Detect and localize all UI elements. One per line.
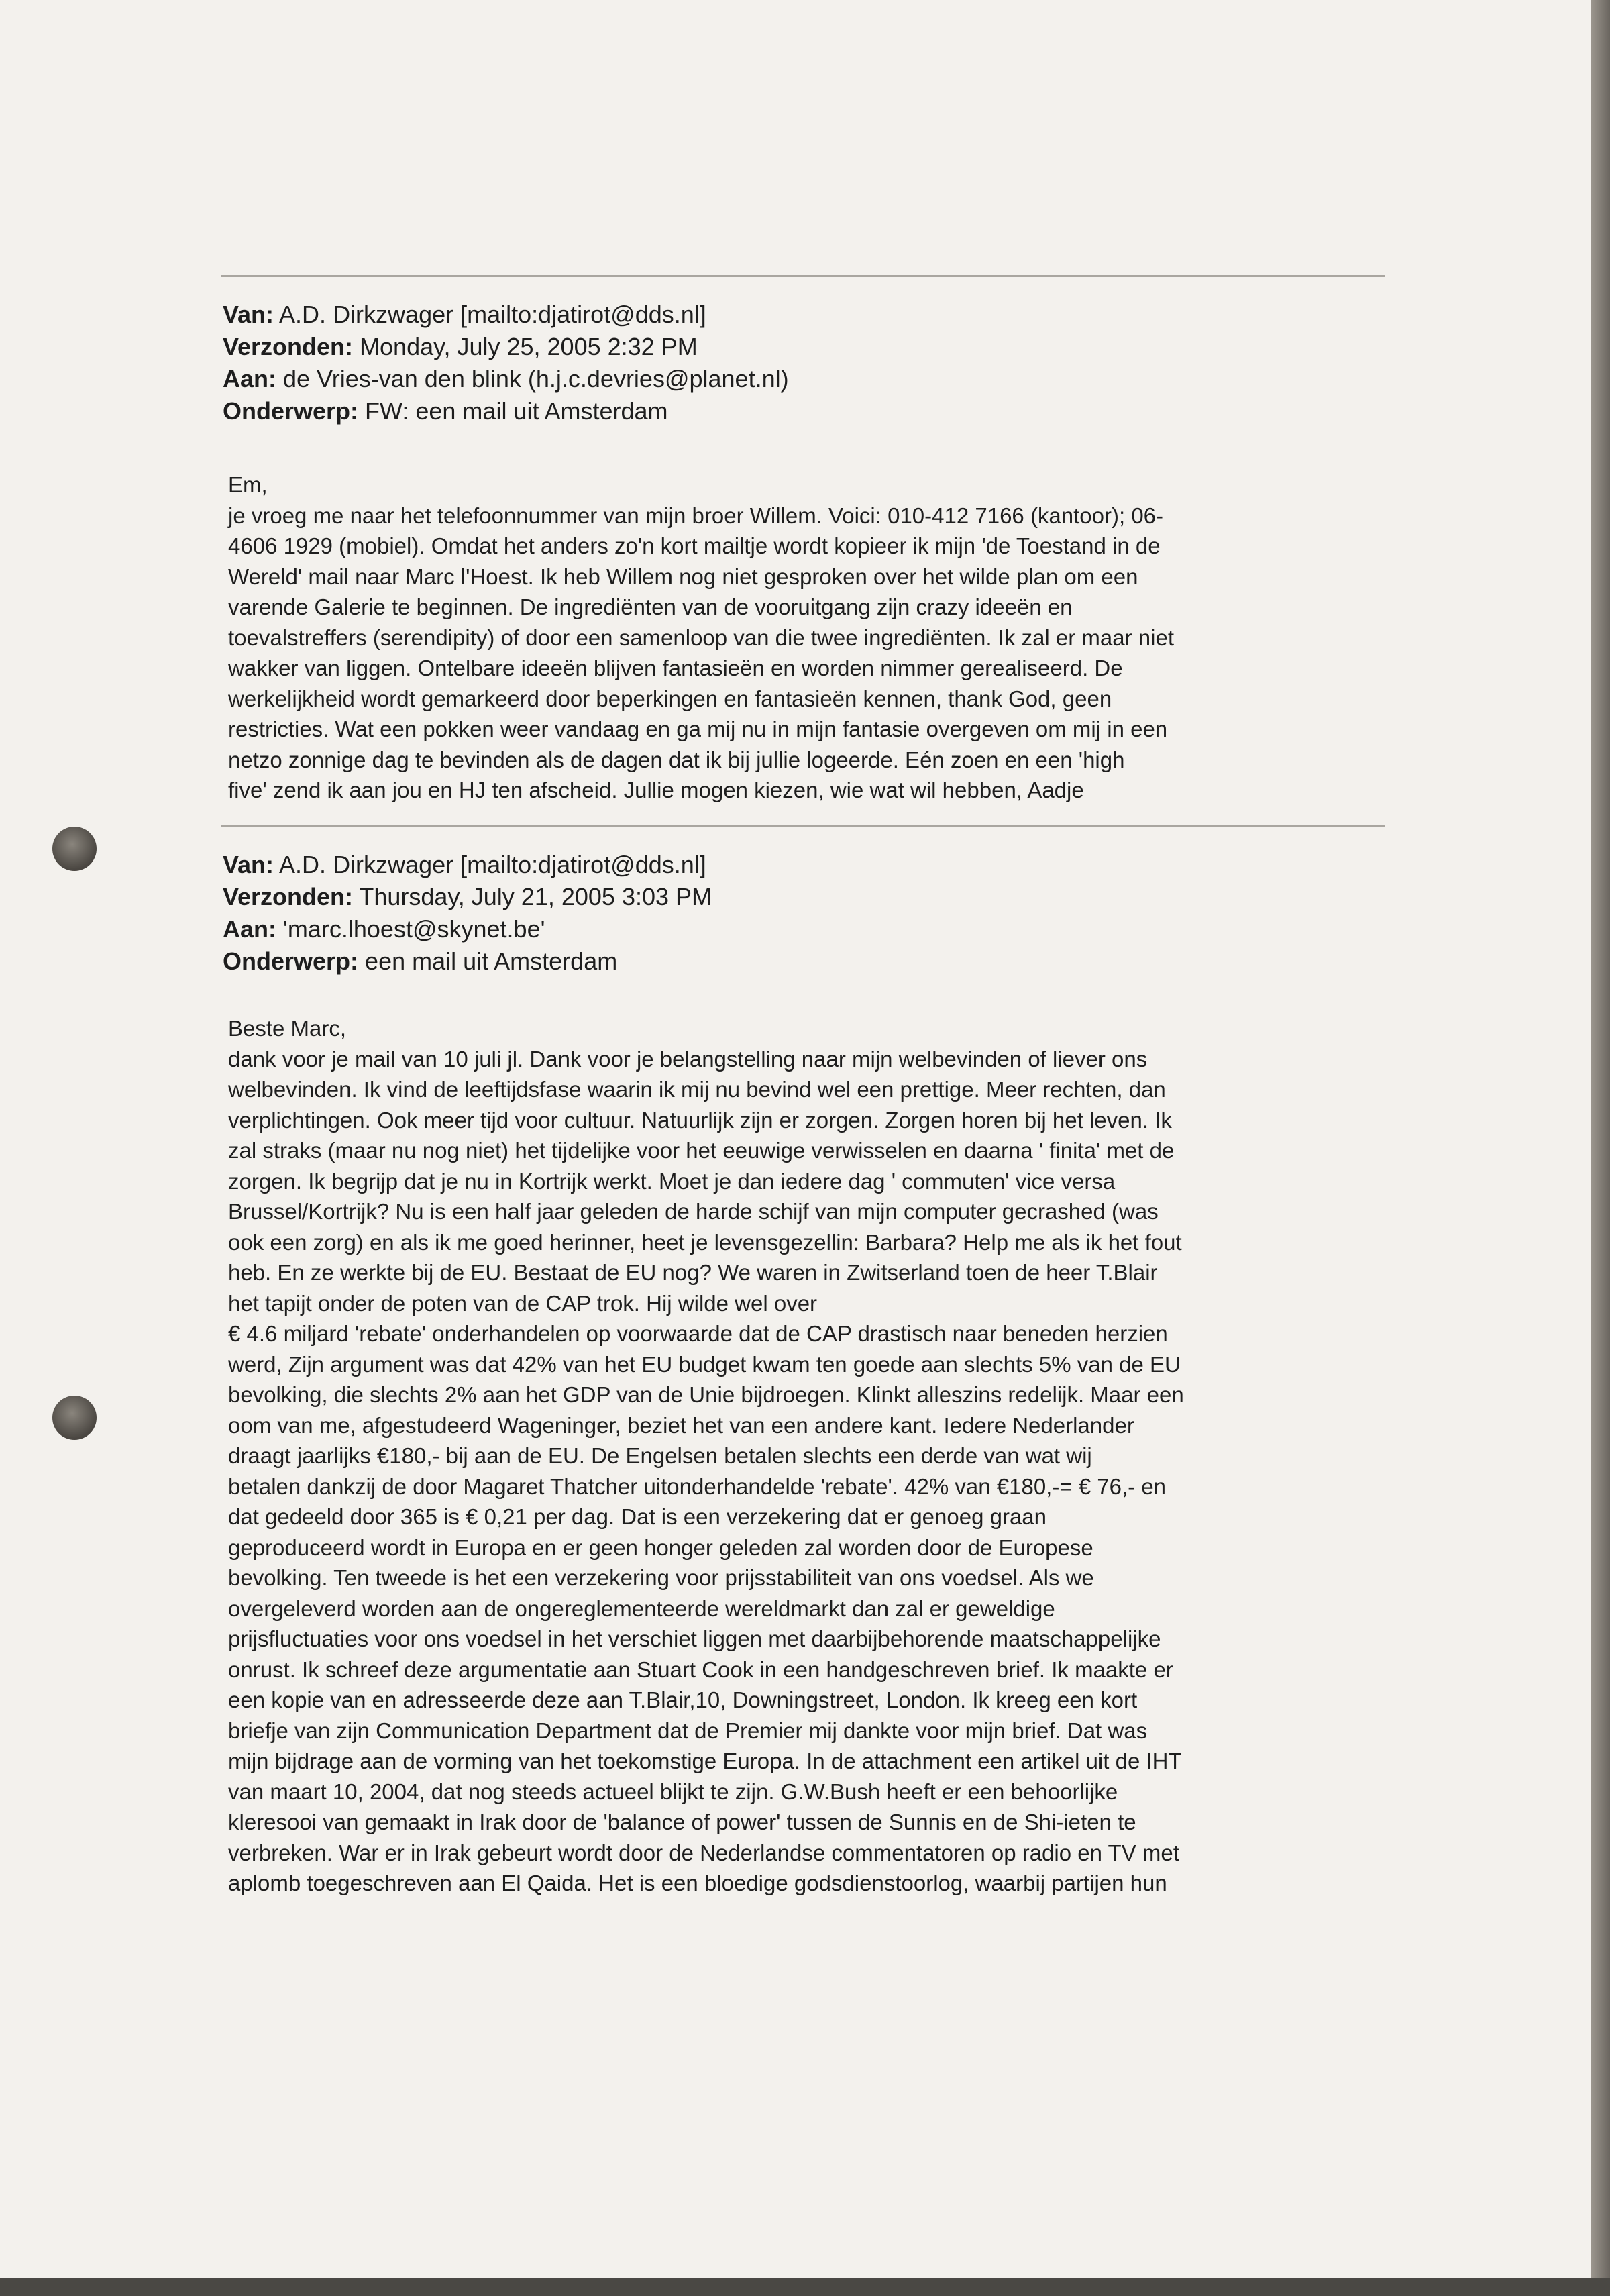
- body-line: betalen dankzij de door Magaret Thatcher uitonderhandelde 'rebate'. 42% van €180,-= € 76,- en: [228, 1473, 1167, 1499]
- sent-label: Verzonden:: [223, 333, 354, 360]
- sent-line: [223, 331, 1377, 363]
- body-line: mijn bijdrage aan de vorming van het toekomstige Europa. In de attachment een artikel uit de IHT: [228, 1749, 1182, 1773]
- body-line: Brussel/Kortrijk? Nu is een half jaar geleden de harde schijf van mijn computer gecrashed (was: [228, 1199, 1159, 1224]
- to-value: 'marc.lhoest@skynet.be': [283, 915, 545, 943]
- body-line: bevolking, die slechts 2% aan het GDP van de Unie bijdroegen. Klinkt alleszins redelijk. Maar een: [228, 1382, 1184, 1407]
- sent-line: [223, 881, 1377, 913]
- body-line: varende Galerie te beginnen. De ingrediënten van de vooruitgang zijn crazy ideeën en: [228, 594, 1073, 619]
- body-line: Wereld' mail naar Marc l'Hoest. Ik heb Willem nog niet gesproken over het wilde plan om een: [228, 564, 1138, 589]
- from-line: [223, 849, 1377, 881]
- table-surface: [0, 2278, 1610, 2296]
- email-body-2: [228, 1013, 1375, 1899]
- from-label: Van:: [223, 301, 274, 328]
- to-line: [223, 913, 1377, 945]
- body-line: overgeleverd worden aan de ongereglementeerde wereldmarkt dan zal er geweldige: [228, 1596, 1055, 1621]
- subject-value: een mail uit Amsterdam: [365, 947, 618, 975]
- body-line: bevolking. Ten tweede is het een verzekering voor prijsstabiliteit van ons voedsel. Als we: [228, 1565, 1094, 1590]
- to-label: Aan:: [223, 915, 276, 943]
- from-label: Van:: [223, 851, 274, 878]
- body-line: toevalstreffers (serendipity) of door een samenloop van die twee ingrediënten. Ik zal er maar niet: [228, 625, 1174, 650]
- subject-line: [223, 395, 1377, 427]
- from-value: A.D. Dirkzwager [mailto:djatirot@dds.nl]: [279, 851, 706, 878]
- body-line: aplomb toegeschreven aan El Qaida. Het is een bloedige godsdienstoorlog, waarbij partijen hun: [228, 1871, 1167, 1895]
- body-line: restricties. Wat een pokken weer vandaag en ga mij nu in mijn fantasie overgeven om mij in een: [228, 717, 1168, 741]
- body-line: dank voor je mail van 10 juli jl. Dank voor je belangstelling naar mijn welbevinden of liever ons: [228, 1046, 1148, 1072]
- subject-value: FW: een mail uit Amsterdam: [365, 397, 668, 425]
- body-line: zal straks (maar nu nog niet) het tijdelijke voor het eeuwige verwisselen en daarna ' finita' met de: [228, 1138, 1175, 1163]
- email-body-1: [228, 470, 1375, 806]
- subject-line: [223, 945, 1377, 978]
- body-line: verplichtingen. Ook meer tijd voor cultuur. Natuurlijk zijn er zorgen. Zorgen horen bij het leven. Ik: [228, 1107, 1172, 1133]
- body-line: five' zend ik aan jou en HJ ten afscheid. Jullie mogen kiezen, wie wat wil hebben, Aadje: [228, 778, 1084, 802]
- to-line: [223, 363, 1377, 395]
- body-line: verbreken. War er in Irak gebeurt wordt door de Nederlandse commentatoren op radio en TV met: [228, 1840, 1179, 1865]
- sent-value: Thursday, July 21, 2005 3:03 PM: [359, 883, 712, 910]
- separator-line: [221, 275, 1385, 277]
- body-line: onrust. Ik schreef deze argumentatie aan Stuart Cook in een handgeschreven brief. Ik maakte er: [228, 1657, 1173, 1682]
- body-line: 4606 1929 (mobiel). Omdat het anders zo'n kort mailtje wordt kopieer ik mijn 'de Toestand in de: [228, 533, 1161, 558]
- body-line: een kopie van en adresseerde deze aan T.Blair,10, Downingstreet, London. Ik kreeg een kort: [228, 1687, 1138, 1712]
- from-line: [223, 299, 1377, 331]
- to-value: de Vries-van den blink (h.j.c.devries@planet.nl): [283, 365, 789, 393]
- email-header-1: [223, 299, 1377, 427]
- to-label: Aan:: [223, 365, 276, 393]
- punch-hole-bottom: [52, 1396, 97, 1440]
- paper-edge: [1591, 0, 1610, 2296]
- body-line: wakker van liggen. Ontelbare ideeën blijven fantasieën en worden nimmer gerealiseerd. De: [228, 656, 1123, 680]
- body-line: kleresooi van gemaakt in Irak door de 'balance of power' tussen de Sunnis en de Shi-ieten te: [228, 1810, 1136, 1834]
- body-line: briefje van zijn Communication Department dat de Premier mij dankte voor mijn brief. Dat was: [228, 1718, 1148, 1743]
- body-line: werd, Zijn argument was dat 42% van het EU budget kwam ten goede aan slechts 5% van de EU: [228, 1351, 1181, 1377]
- body-line: van maart 10, 2004, dat nog steeds actueel blijkt te zijn. G.W.Bush heeft er een behoorlijke: [228, 1779, 1118, 1804]
- body-line: prijsfluctuaties voor ons voedsel in het verschiet liggen met daarbijbehorende maatschappelijke: [228, 1626, 1161, 1651]
- email-header-2: [223, 849, 1377, 978]
- body-line: dat gedeeld door 365 is € 0,21 per dag. Dat is een verzekering dat er genoeg graan: [228, 1504, 1047, 1529]
- greeting: Em,: [228, 472, 268, 497]
- body-line: welbevinden. Ik vind de leeftijdsfase waarin ik mij nu bevind wel een prettige. Meer rechten, dan: [228, 1077, 1166, 1102]
- separator-line: [221, 825, 1385, 827]
- body-line: draagt jaarlijks €180,- bij aan de EU. De Engelsen betalen slechts een derde van wat wij: [228, 1443, 1092, 1468]
- body-line: geproduceerd wordt in Europa en er geen honger geleden zal worden door de Europese: [228, 1534, 1093, 1560]
- subject-label: Onderwerp:: [223, 397, 359, 425]
- subject-label: Onderwerp:: [223, 947, 359, 975]
- sent-value: Monday, July 25, 2005 2:32 PM: [360, 333, 698, 360]
- body-line: zorgen. Ik begrijp dat je nu in Kortrijk werkt. Moet je dan iedere dag ' commuten' vice versa: [228, 1168, 1116, 1194]
- from-value: A.D. Dirkzwager [mailto:djatirot@dds.nl]: [279, 301, 706, 328]
- greeting: Beste Marc,: [228, 1016, 347, 1041]
- body-line: werkelijkheid wordt gemarkeerd door beperkingen en fantasieën kennen, thank God, geen: [228, 686, 1112, 711]
- body-line: oom van me, afgestudeerd Wageninger, beziet het van een andere kant. Iedere Nederlander: [228, 1412, 1134, 1438]
- body-line: € 4.6 miljard 'rebate' onderhandelen op voorwaarde dat de CAP drastisch naar beneden herzien: [228, 1321, 1168, 1346]
- body-line: je vroeg me naar het telefoonnummer van mijn broer Willem. Voici: 010-412 7166 (kantoor); 06-: [228, 503, 1164, 528]
- sent-label: Verzonden:: [223, 883, 354, 910]
- body-line: het tapijt onder de poten van de CAP trok. Hij wilde wel over: [228, 1290, 818, 1316]
- body-line: netzo zonnige dag te bevinden als de dagen dat ik bij jullie logeerde. Eén zoen en een 'high: [228, 747, 1125, 772]
- punch-hole-top: [52, 827, 97, 871]
- body-line: ook een zorg) en als ik me goed herinner, heet je levensgezellin: Barbara? Help me als ik het fout: [228, 1229, 1182, 1255]
- body-line: heb. En ze werkte bij de EU. Bestaat de EU nog? We waren in Zwitserland toen de heer T.Blair: [228, 1260, 1158, 1285]
